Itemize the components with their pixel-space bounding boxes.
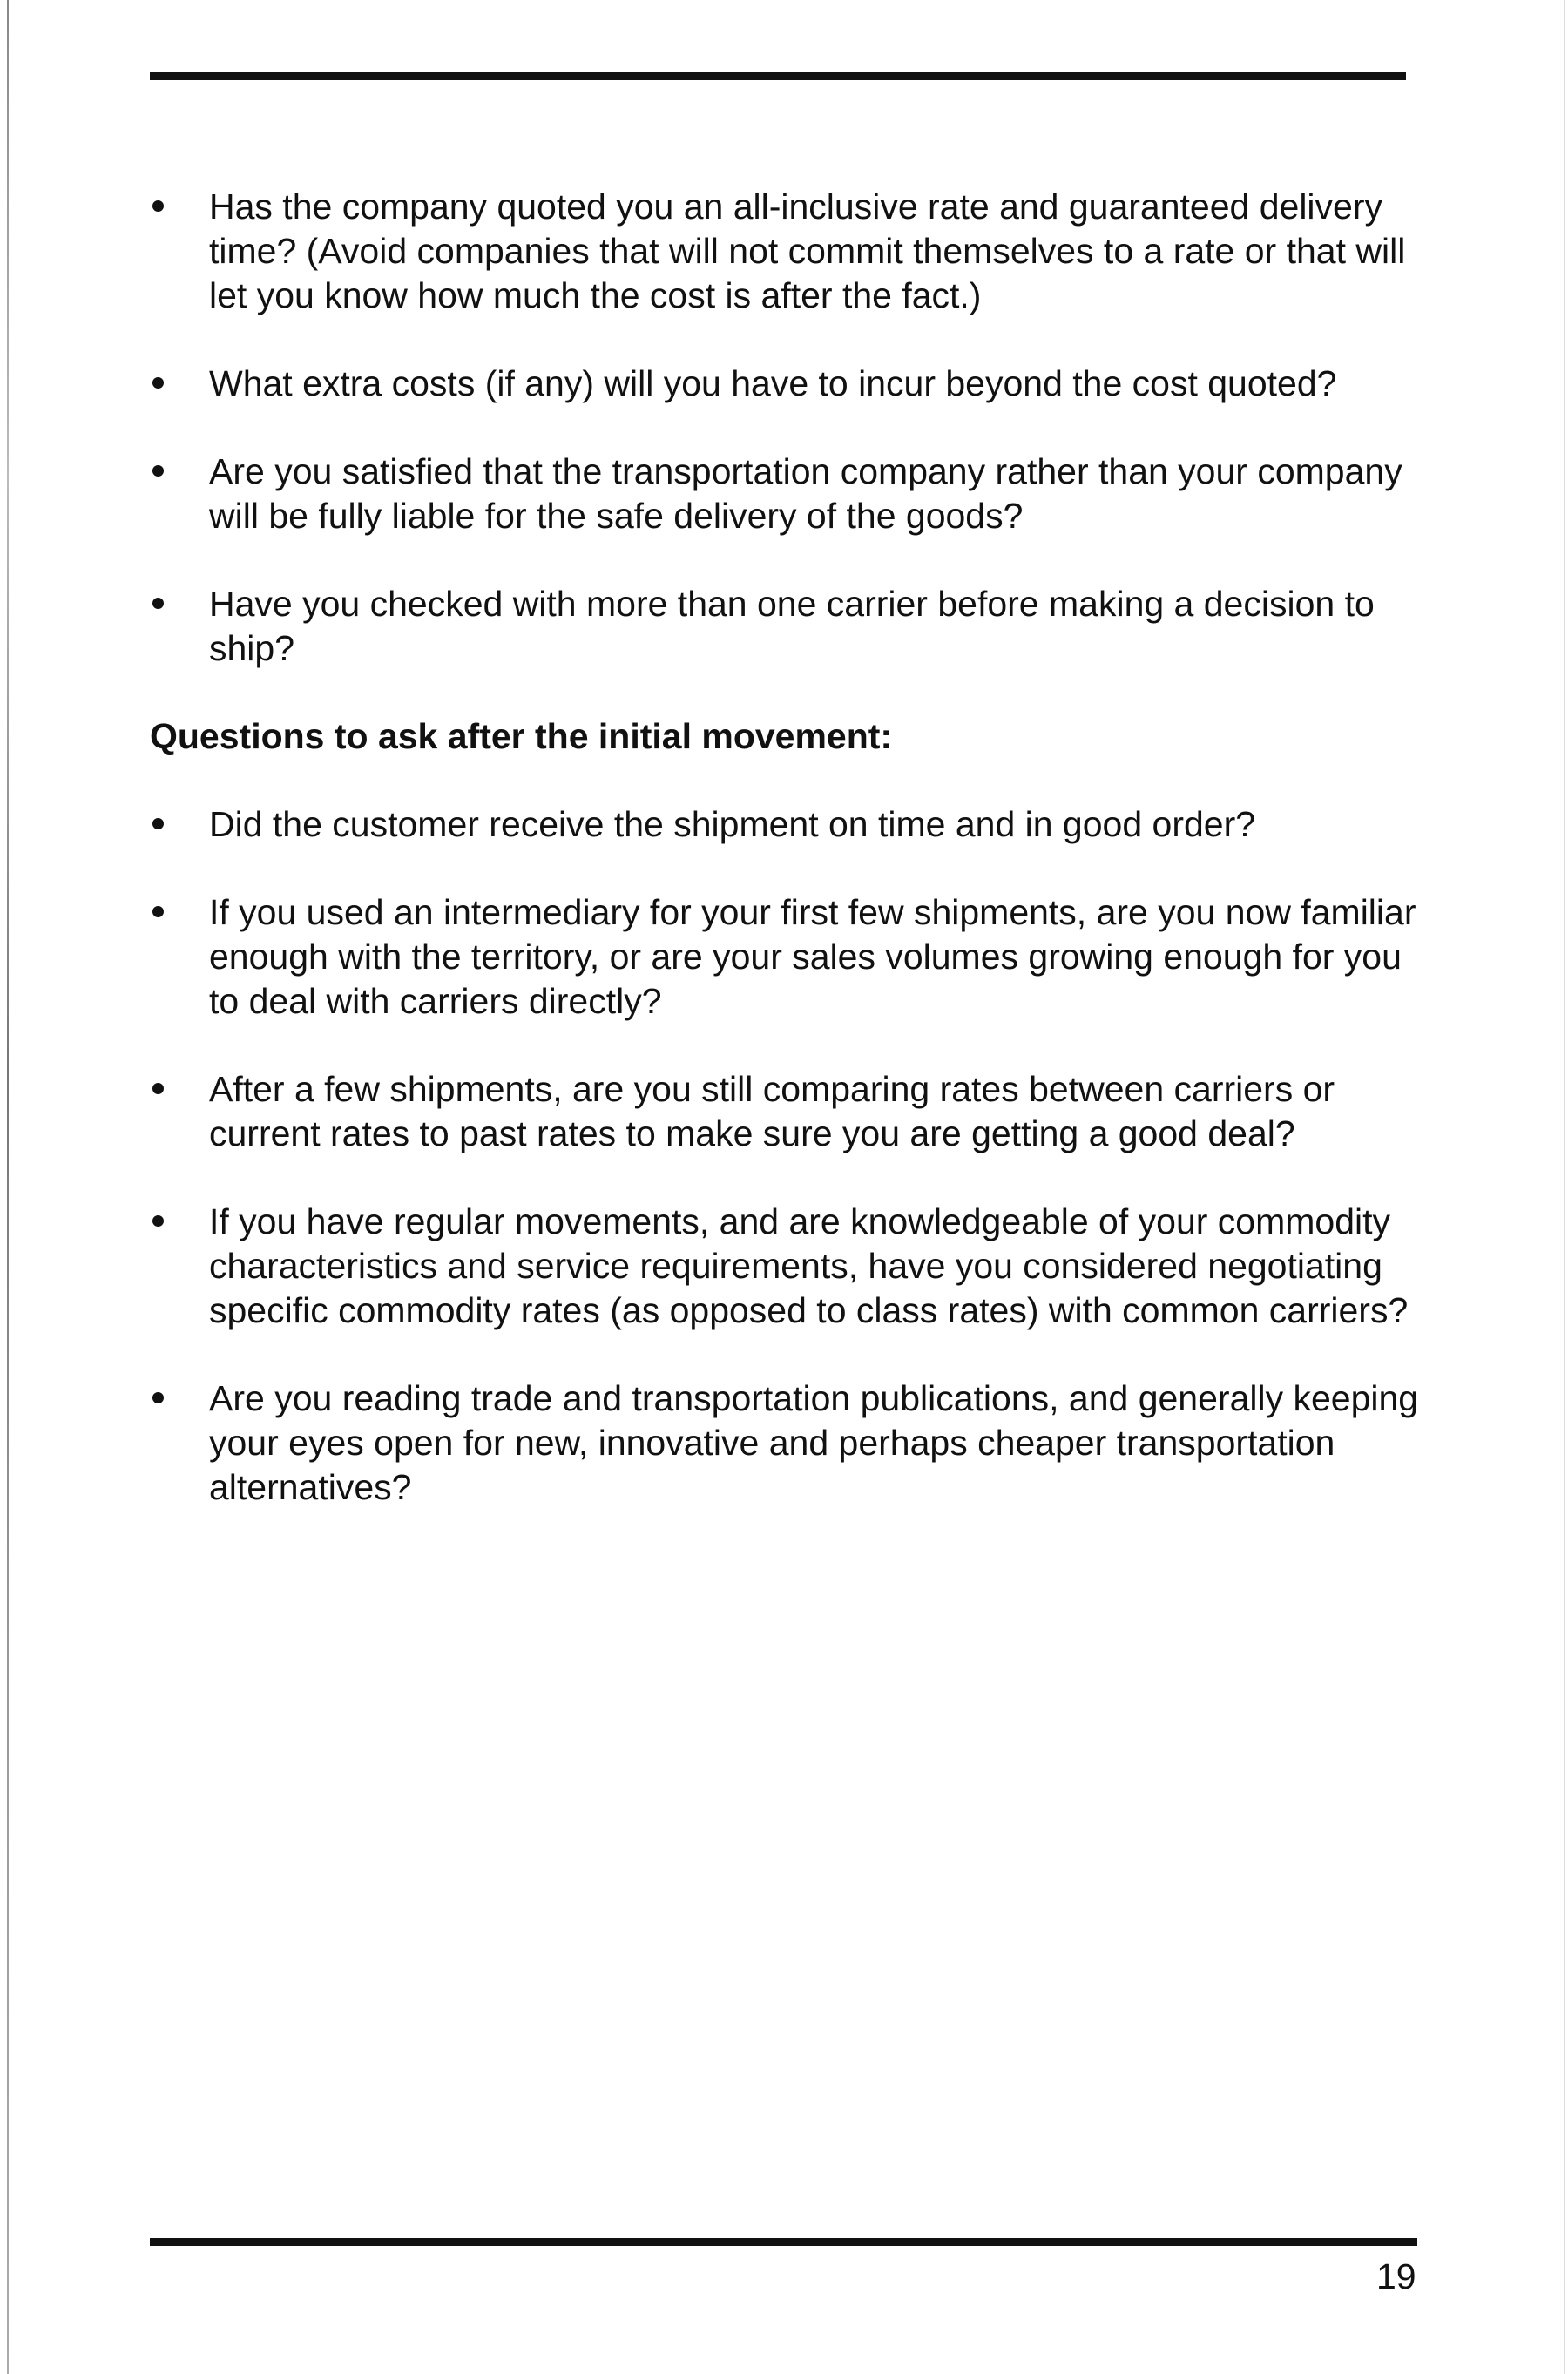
top-rule — [150, 72, 1406, 80]
bullet-icon — [152, 465, 164, 477]
list-item — [150, 1067, 1422, 1156]
list-item — [150, 1200, 1422, 1333]
bullet-icon — [152, 1083, 164, 1094]
list-item — [150, 450, 1422, 538]
list-item-text: Have you checked with more than one carrier before making a decision to ship? — [209, 584, 1375, 668]
list-item — [150, 582, 1422, 671]
bullet-icon — [152, 906, 164, 917]
scan-left-edge — [7, 0, 9, 2374]
questions-before-list — [150, 185, 1422, 671]
list-item — [150, 802, 1422, 847]
scan-right-edge — [1564, 0, 1565, 2374]
list-item — [150, 185, 1422, 318]
list-item — [150, 362, 1422, 406]
list-item-text: If you used an intermediary for your first few shipments, are you now familiar enough with the territory, or are your sales volumes growing enough for you to deal with carriers directly? — [209, 892, 1416, 1021]
list-item-text: Has the company quoted you an all-inclusive rate and guaranteed delivery time? (Avoid companies that will not commit themselves to a rate or that will let you know how much the cost is after the fact.) — [209, 186, 1406, 315]
bullet-icon — [152, 818, 164, 829]
section-heading: Questions to ask after the initial movement: — [150, 716, 893, 756]
bullet-icon — [152, 200, 164, 212]
questions-after-list — [150, 802, 1422, 1510]
list-item-text: Are you reading trade and transportation publications, and generally keeping your eyes open for new, innovative and perhaps cheaper transportation alternatives? — [209, 1378, 1419, 1507]
bullet-icon — [152, 598, 164, 609]
list-item-text: If you have regular movements, and are knowledgeable of your commodity characteristics and service requirements, have you considered negotiating specific commodity rates (as opposed to class rates) with common carriers? — [209, 1201, 1409, 1330]
list-item-text: Are you satisfied that the transportation company rather than your company will be fully liable for the safe delivery of the goods? — [209, 451, 1402, 536]
bottom-rule — [150, 2238, 1417, 2246]
bullet-icon — [152, 377, 164, 389]
bullet-icon — [152, 1215, 164, 1227]
page-number: 19 — [1376, 2256, 1416, 2296]
list-item — [150, 1376, 1422, 1510]
list-item — [150, 890, 1422, 1024]
list-item-text: After a few shipments, are you still comparing rates between carriers or current rates to past rates to make sure you are getting a good deal? — [209, 1069, 1335, 1153]
list-item-text: Did the customer receive the shipment on time and in good order? — [209, 804, 1256, 844]
list-item-text: What extra costs (if any) will you have to incur beyond the cost quoted? — [209, 363, 1337, 403]
bullet-icon — [152, 1392, 164, 1403]
page-content — [150, 185, 1422, 1553]
